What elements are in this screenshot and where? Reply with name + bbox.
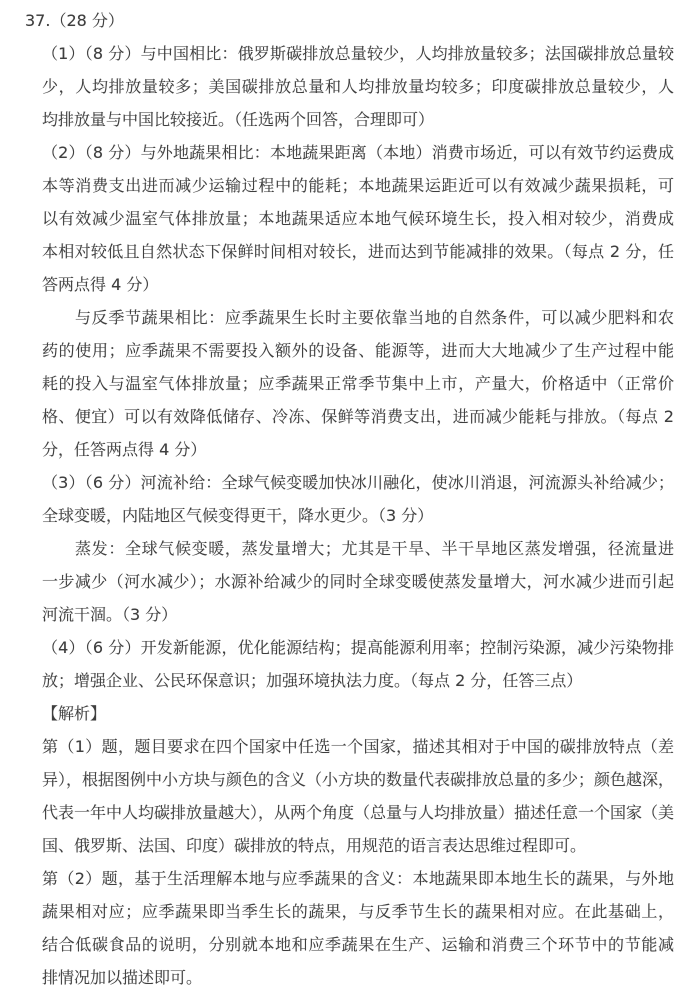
answer-2-local-line: （2）（8 分）与外地蔬果相比：本地蔬果距离（本地）消费市场近，可以有效节约运费成 (42, 143, 674, 162)
analysis-1-line: 国、俄罗斯、法国、印度）碳排放的特点，用规范的语言表达思维过程即可。 (42, 836, 587, 855)
answer-2-local-line: 以有效减少温室气体排放量；本地蔬果适应本地气候环境生长，投入相对较少，消费成 (42, 209, 674, 228)
analysis-2-line: 排情况加以描述即可。 (42, 968, 203, 987)
answer-3-river-line: （3）（6 分）河流补给：全球气候变暖加快冰川融化，使冰川消退，河流源头补给减少； (42, 473, 674, 492)
answer-2-seasonal-line: 分，任答两点得 4 分） (42, 440, 207, 459)
answer-1-line: 少，人均排放量较多；美国碳排放总量和人均排放量均较多；印度碳排放总量较少，人 (42, 77, 674, 96)
answer-1-line: （1）（8 分）与中国相比：俄罗斯碳排放总量较少，人均排放量较多；法国碳排放总量较 (42, 44, 674, 63)
answer-4-line: 放；增强企业、公民环保意识；加强环境执法力度。（每点 2 分，任答三点） (42, 671, 583, 690)
analysis-2-line: 蔬果相对应；应季蔬果即当季生长的蔬果，与反季节生长的蔬果相对应。在此基础上， (42, 902, 674, 921)
answer-2-seasonal-line: 耗的投入与温室气体排放量；应季蔬果正常季节集中上市，产量大，价格适中（正常价 (42, 374, 674, 393)
question-number-line: 37.（28 分） (25, 11, 124, 30)
analysis-header: 【解析】 (42, 704, 107, 723)
analysis-1-line: 代表一年中人均碳排放量越大），从两个角度（总量与人均排放量）描述任意一个国家（美 (42, 803, 674, 822)
answer-3-river-line: 全球变暖，内陆地区气候变得更干，降水更少。（3 分） (42, 506, 434, 525)
answer-2-seasonal-line: 与反季节蔬果相比：应季蔬果生长时主要依靠当地的自然条件，可以减少肥料和农 (75, 308, 674, 327)
answer-3-evaporation-line: 蒸发：全球气候变暖，蒸发量增大；尤其是干旱、半干旱地区蒸发增强，径流量进 (75, 539, 674, 558)
answer-2-seasonal-line: 药的使用；应季蔬果不需要投入额外的设备、能源等，进而大大地减少了生产过程中能 (42, 341, 674, 360)
analysis-2-line: 第（2）题，基于生活理解本地与应季蔬果的含义：本地蔬果即本地生长的蔬果，与外地 (42, 869, 674, 888)
analysis-1-line: 第（1）题，题目要求在四个国家中任选一个国家，描述其相对于中国的碳排放特点（差 (42, 737, 674, 756)
answer-4-line: （4）（6 分）开发新能源，优化能源结构；提高能源利用率；控制污染源，减少污染物排 (42, 638, 674, 657)
answer-2-seasonal-line: 格、便宜）可以有效降低储存、冷冻、保鲜等消费支出，进而减少能耗与排放。（每点 2 (42, 407, 674, 426)
analysis-1-line: 异），根据图例中小方块与颜色的含义（小方块的数量代表碳排放总量的多少；颜色越深， (42, 770, 674, 789)
answer-3-evaporation-line: 河流干涸。（3 分） (42, 605, 178, 624)
answer-2-local-line: 本相对较低且自然状态下保鲜时间相对较长，进而达到节能减排的效果。（每点 2 分，任 (42, 242, 674, 261)
answer-1-line: 均排放量与中国比较接近。（任选两个回答，合理即可） (42, 110, 435, 129)
analysis-2-line: 结合低碳食品的说明，分别就本地和应季蔬果在生产、运输和消费三个环节中的节能减 (42, 935, 674, 954)
answer-2-local-line: 答两点得 4 分） (42, 275, 159, 294)
answer-3-evaporation-line: 一步减少（河水减少）；水源补给减少的同时全球变暖使蒸发量增大，河水减少进而引起 (42, 572, 674, 591)
answer-2-local-line: 本等消费支出进而减少运输过程中的能耗；本地蔬果运距近可以有效减少蔬果损耗，可 (42, 176, 674, 195)
